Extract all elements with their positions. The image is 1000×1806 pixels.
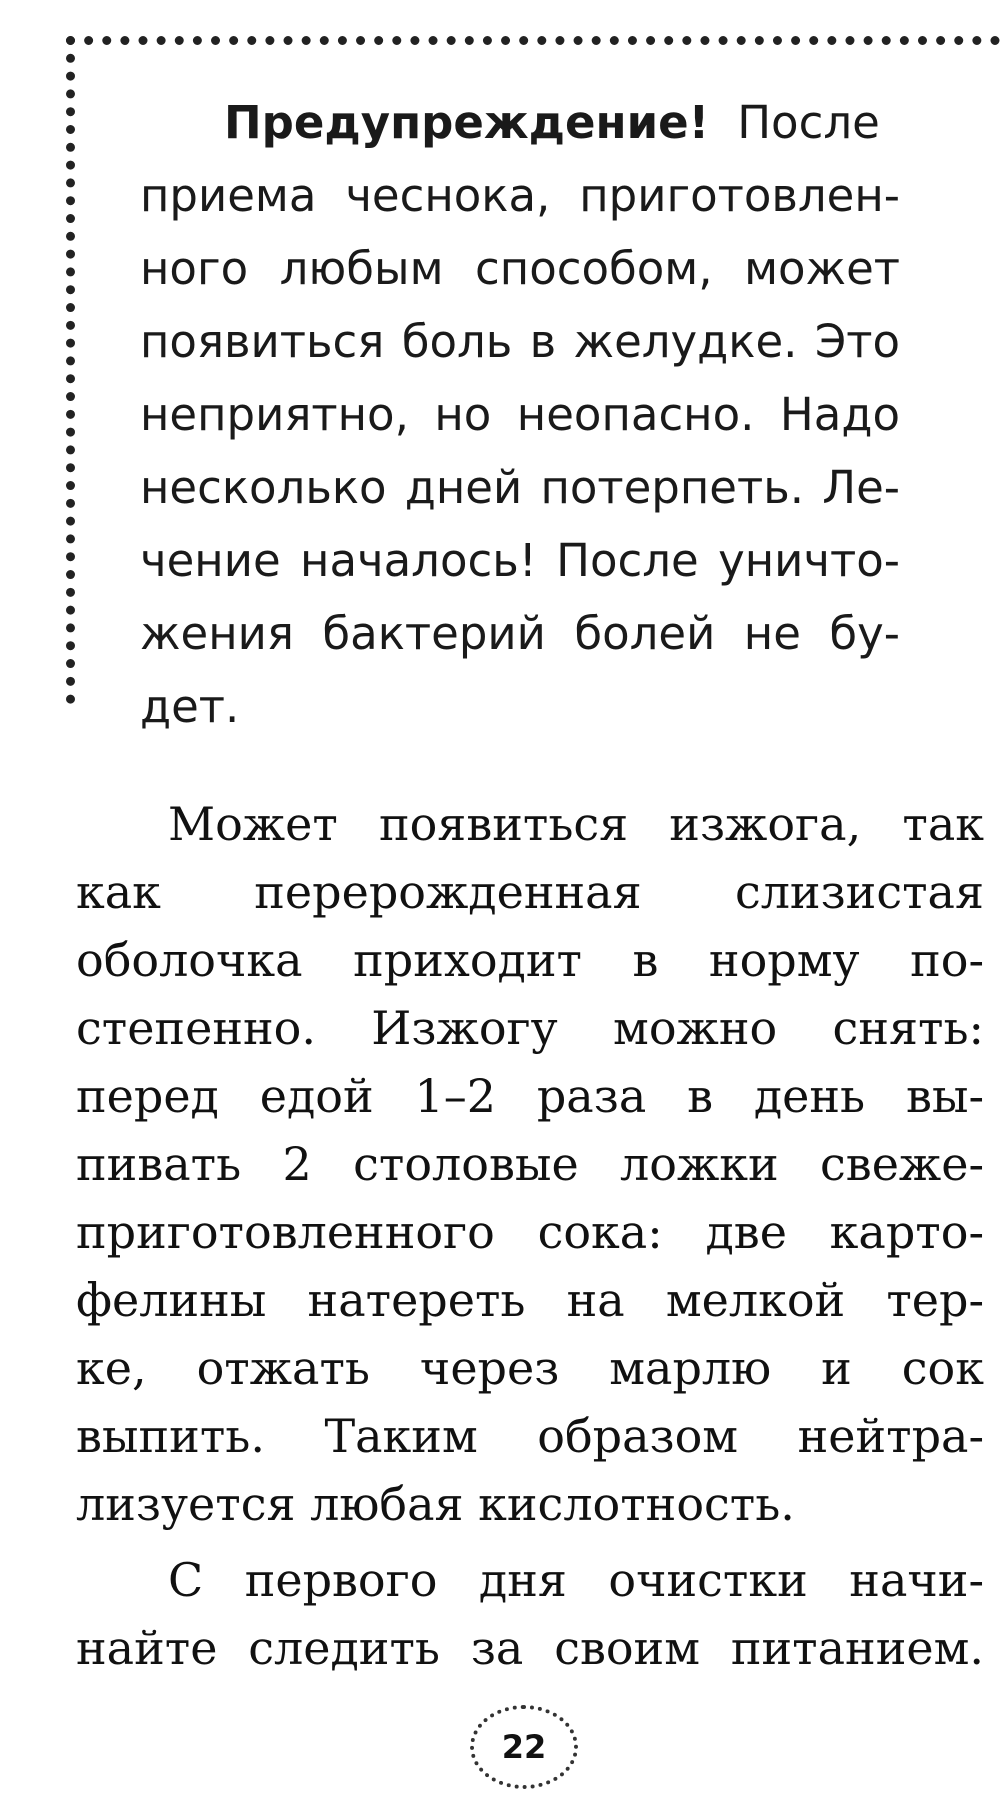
body-line: оболочка приходит в норму по- bbox=[76, 933, 984, 987]
body-line: степенно. Изжогу можно снять: bbox=[76, 1001, 984, 1055]
body-line: выпить. Таким образом нейтра- bbox=[76, 1409, 984, 1463]
body-line: приготовленного сока: две карто- bbox=[76, 1205, 984, 1259]
page-number: 22 bbox=[470, 1705, 578, 1789]
paragraph-gap bbox=[76, 1538, 984, 1546]
warning-line: чение началось! После уничто- bbox=[140, 534, 900, 587]
body-line: пивать 2 столовые ложки свеже- bbox=[76, 1137, 984, 1191]
warning-line: приема чеснока, приготовлен- bbox=[140, 169, 900, 222]
warning-line: неприятно, но неопасно. Надо bbox=[140, 388, 900, 441]
body-paragraph-2 bbox=[76, 1546, 984, 1682]
body-line: ке, отжать через марлю и сок bbox=[76, 1341, 984, 1395]
warning-line: ного любым способом, может bbox=[140, 242, 900, 295]
body-line: фелины натереть на мелкой тер- bbox=[76, 1273, 984, 1327]
body-line: лизуется любая кислотность. bbox=[76, 1477, 795, 1531]
warning-line: дет. bbox=[140, 680, 240, 733]
warning-line: несколько дней потерпеть. Ле- bbox=[140, 461, 900, 514]
body-text bbox=[76, 790, 984, 1682]
body-line: С первого дня очистки начи- bbox=[168, 1553, 984, 1607]
warning-title: Предупреждение! bbox=[224, 96, 710, 149]
body-line: как перерожденная слизистая bbox=[76, 865, 984, 919]
body-line: найте следить за своим питанием. bbox=[76, 1621, 984, 1675]
warning-line: появиться боль в желудке. Это bbox=[140, 315, 900, 368]
warning-line: жения бактерий болей не бу- bbox=[140, 607, 900, 660]
warning-line: Предупреждение! После bbox=[224, 96, 880, 149]
body-line: перед едой 1–2 раза в день вы- bbox=[76, 1069, 984, 1123]
warning-paragraph bbox=[140, 86, 900, 743]
body-line: Может появиться изжога, так bbox=[168, 797, 984, 851]
body-paragraph-1 bbox=[76, 790, 984, 1538]
